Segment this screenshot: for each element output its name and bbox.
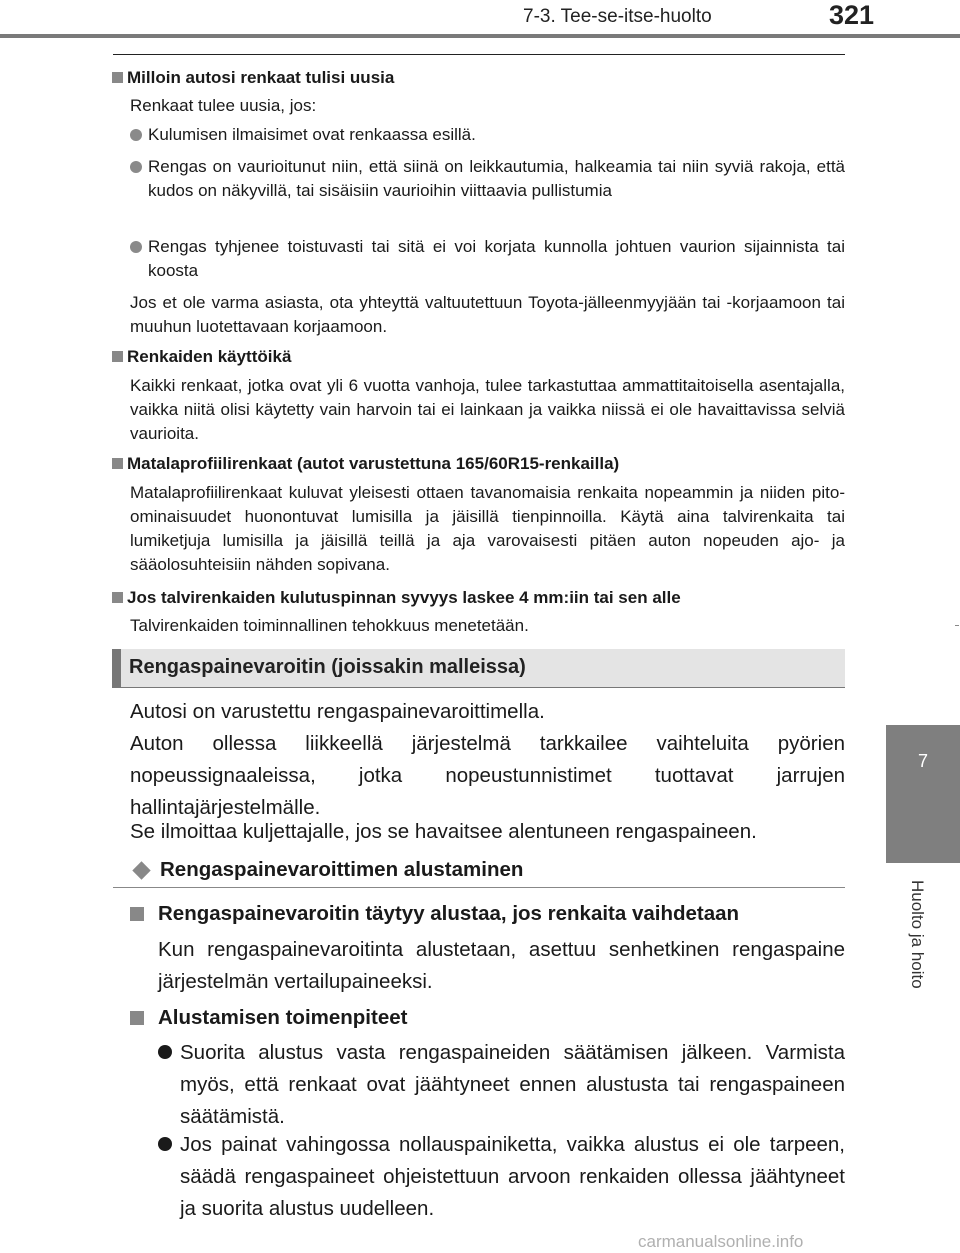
bullet-dot-icon (130, 129, 142, 141)
chapter-tab (886, 725, 960, 863)
low-profile-text: Matalaprofiilirenkaat kuluvat yleisesti ottaen tavanomaisia renkaita nopeammin ja niiden pito-ominaisuudet huonontuvat lumisilla ja jäisillä tienpinnoilla. Käytä aina talvirenkaita tai lumiketjuja lumisilla ja jäisillä teillä ja aja varovaisesti pitäen auton nopeuden ajo- ja sääolosuhteisiin nähden sopivana. (130, 483, 845, 574)
bullet-dot-icon (130, 241, 142, 253)
tire-age-text: Kaikki renkaat, jotka ovat yli 6 vuotta vanhoja, tulee tarkastuttaa ammattitaitoisella asentajalla, vaikka niitä olisi käytetty vain harvoin tai ei lainkaan ja vaikka niissä ei ole havaittavissa selviä vaurioita. (130, 376, 845, 443)
square-bullet-icon (112, 592, 123, 603)
chapter-label: Huolto ja hoito (908, 880, 927, 989)
diamond-bullet-icon (132, 861, 150, 879)
square-bullet-icon (130, 1011, 144, 1025)
replace-bullet-3: Rengas tyhjenee toistuvasti tai sitä ei voi korjata kunnolla johtuen vaurion sijainnista tai koosta (148, 237, 845, 280)
page-number: 321 (829, 0, 875, 30)
section-title: 7-3. Tee-se-itse-huolto (523, 6, 712, 27)
top-rule (113, 54, 845, 55)
bullet-dot-icon (158, 1137, 172, 1151)
chapter-number: 7 (917, 751, 928, 771)
heading-low-profile: Matalaprofiilirenkaat (autot varustettuna 165/60R15-renkailla) (112, 454, 619, 474)
heading-tire-age: Renkaiden käyttöikä (112, 347, 291, 367)
bullet-dot-icon (158, 1045, 172, 1059)
heading-winter-tread: Jos talvirenkaiden kulutuspinnan syvyys laskee 4 mm:iin tai sen alle (112, 588, 681, 608)
replace-bullet-1: Kulumisen ilmaisimet ovat renkaassa esillä. (148, 125, 476, 144)
bullet-dot-icon (130, 161, 142, 173)
replace-bullet-2: Rengas on vaurioitunut niin, että siinä on leikkautumia, halkeamia tai niin syviä rakoja, että kudos on näkyvillä, tai sisäisiin vaurioihin viittaavia pullistumia (148, 157, 845, 200)
square-bullet-icon (112, 72, 123, 83)
section-banner (112, 649, 845, 688)
heading-reset-required: Rengaspainevaroitin täytyy alustaa, jos renkaita vaihdetaan (158, 902, 740, 925)
replace-outro: Jos et ole varma asiasta, ota yhteyttä valtuutettuun Toyota-jälleenmyyjään tai -korjaamoon tai muuhun luotettavaan korjaamoon. (130, 293, 845, 336)
subheading-initialization: Rengaspainevaroittimen alustaminen (160, 858, 524, 881)
banner-title: Rengaspainevaroitin (joissakin malleissa) (129, 656, 526, 678)
replace-intro: Renkaat tulee uusia, jos: (130, 96, 317, 115)
procedure-step-1: Suorita alustus vasta rengaspaineiden säätämisen jälkeen. Varmista myös, että renkaat ovat jäähtyneet ennen alustusta tai rengaspaineen säätämistä. (180, 1041, 845, 1128)
procedure-step-2: Jos painat vahingossa nollauspainiketta, vaikka alustus ei ole tarpeen, säädä rengaspaineet ohjeistettuun arvoon renkaiden ollessa jäähtyneet ja suorita alustus uudelleen. (180, 1133, 845, 1220)
square-bullet-icon (112, 351, 123, 362)
banner-accent (112, 649, 121, 688)
heading-procedure: Alustamisen toimenpiteet (158, 1006, 408, 1029)
header-rule (0, 34, 960, 38)
heading-tire-replacement: Milloin autosi renkaat tulisi uusia (112, 68, 394, 88)
subheading-rule (113, 887, 845, 888)
margin-tick (955, 625, 959, 626)
square-bullet-icon (130, 907, 144, 921)
reset-text: Kun rengaspainevaroitinta alustetaan, asettuu senhetkinen rengaspaine järjestelmän vertailupaineeksi. (158, 938, 845, 993)
tpws-para-3: Se ilmoittaa kuljettajalle, jos se havaitsee alentuneen rengaspaineen. (130, 820, 757, 843)
tpws-para-2: Auton ollessa liikkeellä järjestelmä tarkkailee vaihteluita pyörien nopeussignaaleissa, jotka nopeustunnistimet tuottavat jarrujen hallintajärjestelmälle. (130, 732, 845, 819)
square-bullet-icon (112, 458, 123, 469)
watermark: carmanualsonline.info (638, 1232, 804, 1251)
tpws-para-1: Autosi on varustettu rengaspainevaroittimella. (130, 700, 545, 723)
winter-tread-text: Talvirenkaiden toiminnallinen tehokkuus menetetään. (130, 616, 529, 635)
